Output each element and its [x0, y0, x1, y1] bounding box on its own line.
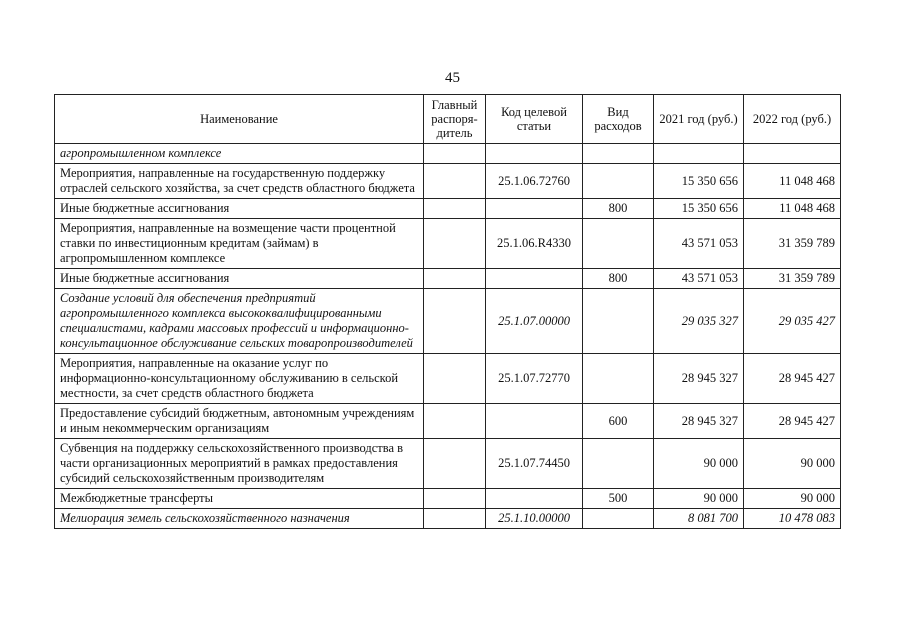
table-row: [55, 144, 841, 164]
cell-chief-administrator: [424, 164, 486, 199]
cell-target-code: [486, 269, 583, 289]
cell-expense-type: [583, 144, 654, 164]
cell-year-2022: 31 359 789: [744, 219, 841, 269]
header-row: [55, 95, 841, 144]
cell-year-2021: 8 081 700: [654, 509, 744, 529]
table-row: [55, 509, 841, 529]
cell-name: Мероприятия, направленные на оказание услуг по информационно-консультационному обслуживанию в сельской местности, за счет средств областного бюджета: [55, 354, 424, 404]
cell-name: Предоставление субсидий бюджетным, автономным учреждениям и иным некоммерческим организациям: [55, 404, 424, 439]
cell-year-2021: 90 000: [654, 439, 744, 489]
cell-target-code: [486, 144, 583, 164]
cell-target-code: [486, 489, 583, 509]
cell-chief-administrator: [424, 289, 486, 354]
cell-chief-administrator: [424, 509, 486, 529]
cell-target-code: 25.1.07.72770: [486, 354, 583, 404]
cell-year-2022: 90 000: [744, 489, 841, 509]
cell-year-2021: 29 035 327: [654, 289, 744, 354]
cell-year-2022: [744, 144, 841, 164]
header-chief-administrator: Главный распоря-дитель: [424, 95, 486, 144]
header-year-2022: 2022 год (руб.): [744, 95, 841, 144]
cell-name: Мероприятия, направленные на возмещение части процентной ставки по инвестиционным кредитам (займам) в агропромышленном комплексе: [55, 219, 424, 269]
table-row: [55, 289, 841, 354]
cell-year-2021: 90 000: [654, 489, 744, 509]
cell-year-2022: 28 945 427: [744, 354, 841, 404]
cell-year-2022: 28 945 427: [744, 404, 841, 439]
table-row: [55, 404, 841, 439]
cell-expense-type: [583, 164, 654, 199]
cell-expense-type: 600: [583, 404, 654, 439]
header-year-2021: 2021 год (руб.): [654, 95, 744, 144]
cell-expense-type: 500: [583, 489, 654, 509]
cell-expense-type: 800: [583, 199, 654, 219]
cell-name: Мероприятия, направленные на государственную поддержку отраслей сельского хозяйства, за счет средств областного бюджета: [55, 164, 424, 199]
page-number: 45: [445, 70, 460, 86]
cell-chief-administrator: [424, 354, 486, 404]
cell-year-2022: 29 035 427: [744, 289, 841, 354]
table-row: [55, 219, 841, 269]
cell-name: агропромышленном комплексе: [55, 144, 424, 164]
cell-target-code: 25.1.07.74450: [486, 439, 583, 489]
header-expense-type: Вид расходов: [583, 95, 654, 144]
cell-year-2022: 11 048 468: [744, 199, 841, 219]
cell-year-2022: 10 478 083: [744, 509, 841, 529]
table-row: [55, 199, 841, 219]
table-header: [55, 95, 841, 144]
header-target-code: Код целевой статьи: [486, 95, 583, 144]
cell-name: Иные бюджетные ассигнования: [55, 269, 424, 289]
cell-target-code: 25.1.06.72760: [486, 164, 583, 199]
cell-expense-type: [583, 439, 654, 489]
cell-expense-type: [583, 509, 654, 529]
cell-target-code: 25.1.07.00000: [486, 289, 583, 354]
table-body: [55, 144, 841, 529]
cell-expense-type: [583, 354, 654, 404]
cell-chief-administrator: [424, 269, 486, 289]
cell-chief-administrator: [424, 144, 486, 164]
cell-name: Создание условий для обеспечения предприятий агропромышленного комплекса высококвалифицированными специалистами, кадрами массовых профессий и информационно-консультационное обслуживание сельских товаропроизводителей: [55, 289, 424, 354]
cell-target-code: [486, 199, 583, 219]
table-row: [55, 354, 841, 404]
cell-year-2021: 15 350 656: [654, 164, 744, 199]
cell-name: Иные бюджетные ассигнования: [55, 199, 424, 219]
cell-chief-administrator: [424, 199, 486, 219]
cell-year-2022: 90 000: [744, 439, 841, 489]
cell-year-2022: 31 359 789: [744, 269, 841, 289]
table-row: [55, 269, 841, 289]
header-name: Наименование: [55, 95, 424, 144]
cell-year-2022: 11 048 468: [744, 164, 841, 199]
cell-expense-type: [583, 219, 654, 269]
cell-name: Мелиорация земель сельскохозяйственного назначения: [55, 509, 424, 529]
cell-expense-type: 800: [583, 269, 654, 289]
cell-chief-administrator: [424, 439, 486, 489]
cell-year-2021: 43 571 053: [654, 269, 744, 289]
budget-table: [54, 94, 841, 529]
cell-year-2021: 28 945 327: [654, 354, 744, 404]
table-row: [55, 439, 841, 489]
table-row: [55, 489, 841, 509]
cell-target-code: 25.1.06.R4330: [486, 219, 583, 269]
cell-chief-administrator: [424, 219, 486, 269]
cell-year-2021: 15 350 656: [654, 199, 744, 219]
cell-chief-administrator: [424, 489, 486, 509]
cell-year-2021: 43 571 053: [654, 219, 744, 269]
cell-name: Межбюджетные трансферты: [55, 489, 424, 509]
cell-expense-type: [583, 289, 654, 354]
cell-chief-administrator: [424, 404, 486, 439]
table-row: [55, 164, 841, 199]
cell-name: Субвенция на поддержку сельскохозяйственного производства в части организационных мероприятий в рамках предоставления субсидий сельскохозяйственным производителям: [55, 439, 424, 489]
cell-year-2021: [654, 144, 744, 164]
cell-target-code: [486, 404, 583, 439]
cell-year-2021: 28 945 327: [654, 404, 744, 439]
cell-target-code: 25.1.10.00000: [486, 509, 583, 529]
